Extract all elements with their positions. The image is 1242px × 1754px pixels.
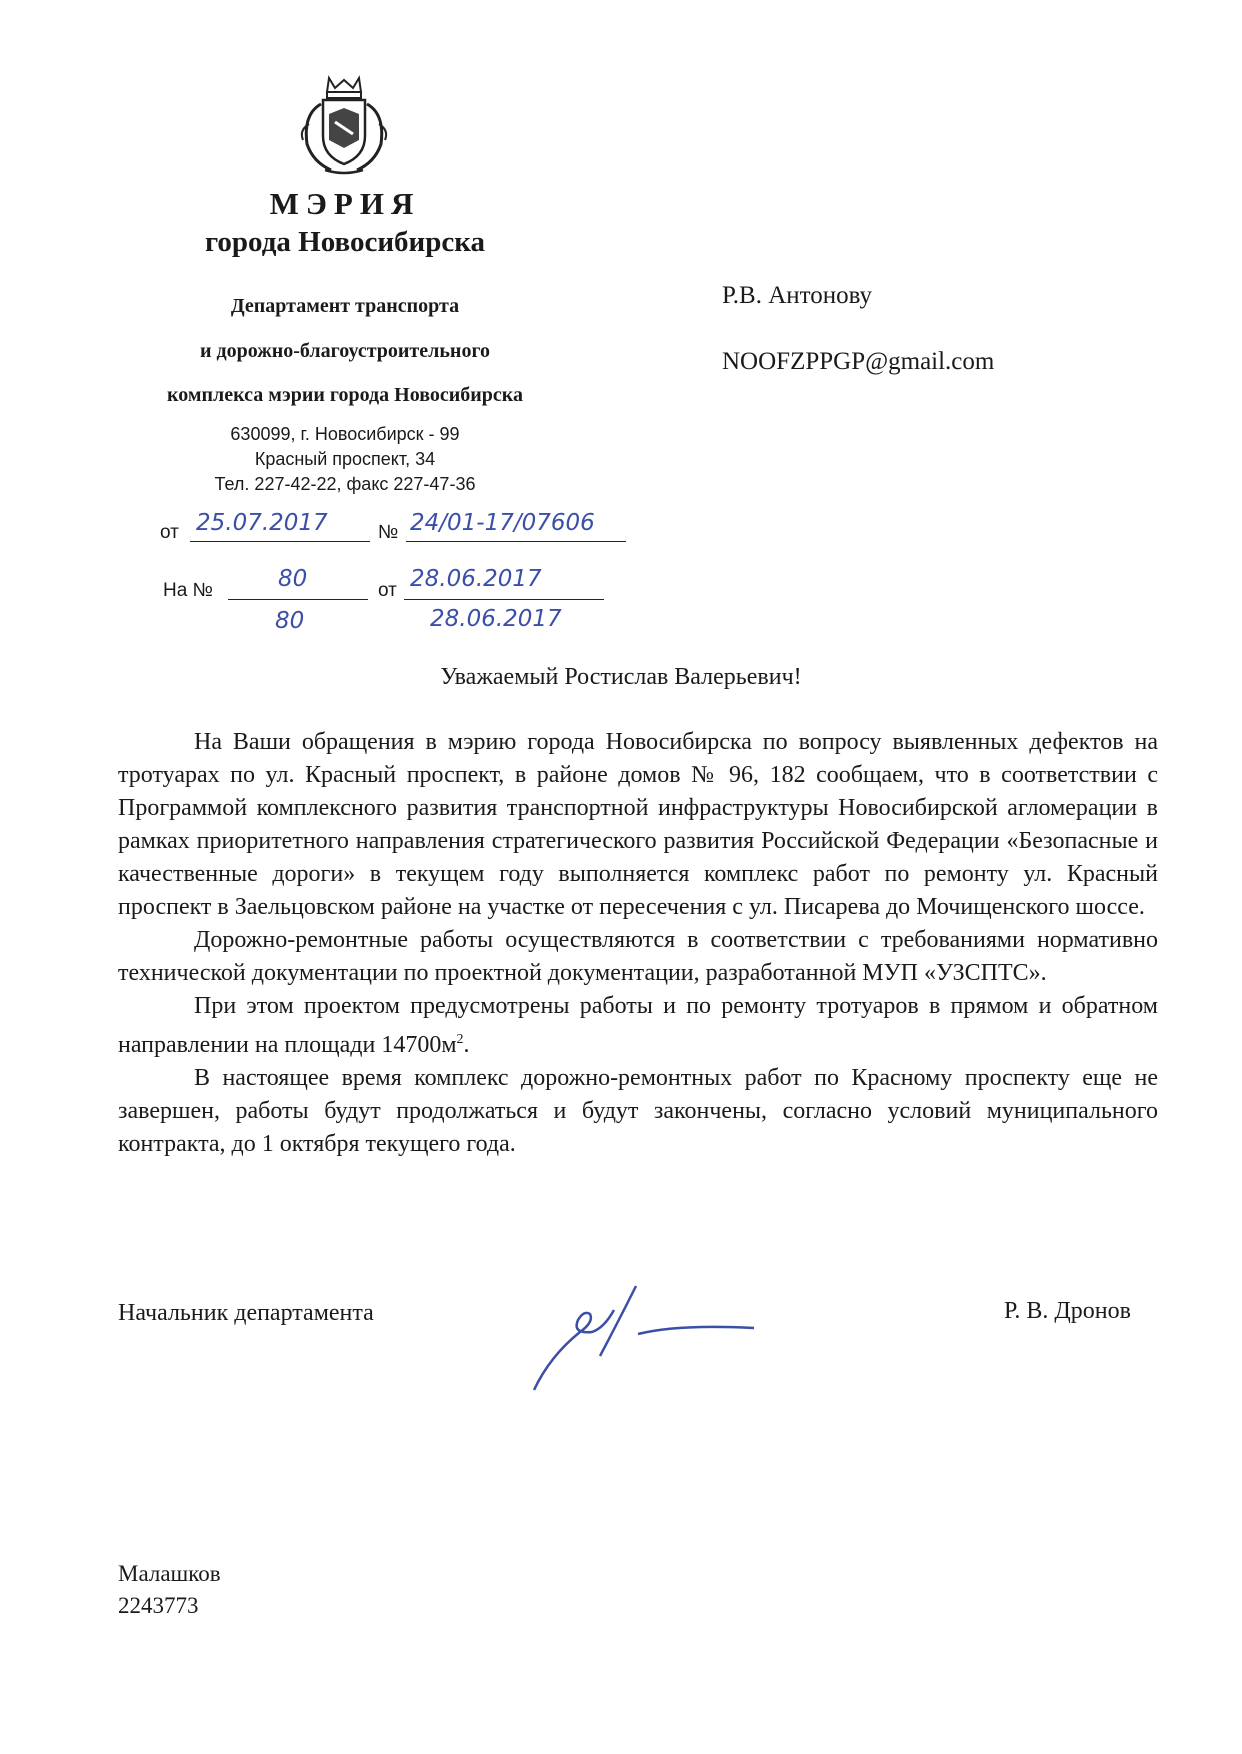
org-title: МЭРИЯ [269,186,421,221]
greeting: Уважаемый Ростислав Валерьевич! [440,664,802,690]
paragraph-2: Дорожно-ремонтные работы осуществляются в соответствии с требованиями нормативно технической документации по проектной документации, разработанной МУП «УЗСПТС». [118,927,1158,986]
recipient-email: NOOFZPPGP@gmail.com [722,348,995,375]
department-line-1: Департамент транспорта [230,295,460,317]
from-date-underline [190,540,370,542]
letter-body [118,726,1158,1161]
address-line-1: 630099, г. Новосибирск - 99 [230,424,460,444]
paragraph-3-superscript: 2 [456,1032,464,1047]
reply-number-underline [228,598,368,600]
handwritten-signature [528,1272,758,1402]
reply-date-underline [404,598,604,600]
signatory-title: Начальник департамента [118,1300,374,1326]
reply-number-handwritten: 80 [278,566,308,592]
executor-phone: 2243773 [118,1593,199,1618]
paragraph-4: В настоящее время комплекс дорожно-ремонтных работ по Красному проспекту еще не завершен, работы будут продолжаться и будут закончены, согласно условий муниципального контракта, до 1 октября текущего года. [118,1065,1158,1157]
recipient-name: Р.В. Антонову [722,282,873,309]
coat-of-arms-emblem [295,74,393,178]
address-line-2: Красный проспект, 34 [254,449,436,469]
paragraph-3 [118,990,1158,1062]
number-label: № [378,522,399,543]
department-line-3: комплекса мэрии города Новосибирска [166,384,524,406]
paragraph-3-end: . [463,1032,470,1058]
address-line-3: Тел. 227-42-22, факс 227-47-36 [214,474,476,494]
signatory-name: Р. В. Дронов [1004,1298,1131,1324]
org-city: города Новосибирска [204,226,486,258]
reply-date-handwritten: 28.06.2017 [410,566,542,592]
reply-date-repeat: 28.06.2017 [430,606,562,632]
number-underline [406,540,626,542]
paragraph-3-text: При этом проектом предусмотрены работы и по ремонту тротуаров в прямом и обратном направлении на площади 14700м [118,993,1158,1058]
department-line-2: и дорожно-благоустроительного [199,340,491,362]
from-date-handwritten: 25.07.2017 [196,510,328,536]
executor-name: Малашков [118,1561,221,1586]
from-label: от [160,522,179,543]
number-handwritten: 24/01-17/07606 [410,510,595,536]
paragraph-1: На Ваши обращения в мэрию города Новосибирска по вопросу выявленных дефектов на тротуарах по ул. Красный проспект, в районе домов № 96, 182 сообщаем, что в соответствии с Программой комплексного развития транспортной инфраструктуры Новосибирской агломерации в рамках приоритетного направления стратегического развития Российской Федерации «Безопасные и качественные дороги» в текущем году выполняется комплекс работ по ремонту ул. Красный проспект в Заельцовском районе на участке от пересечения с ул. Писарева до Мочищенского шоссе. [118,729,1158,920]
reply-number-repeat: 80 [275,608,305,634]
reply-from-label: от [378,580,397,601]
reply-label: На № [163,580,213,601]
